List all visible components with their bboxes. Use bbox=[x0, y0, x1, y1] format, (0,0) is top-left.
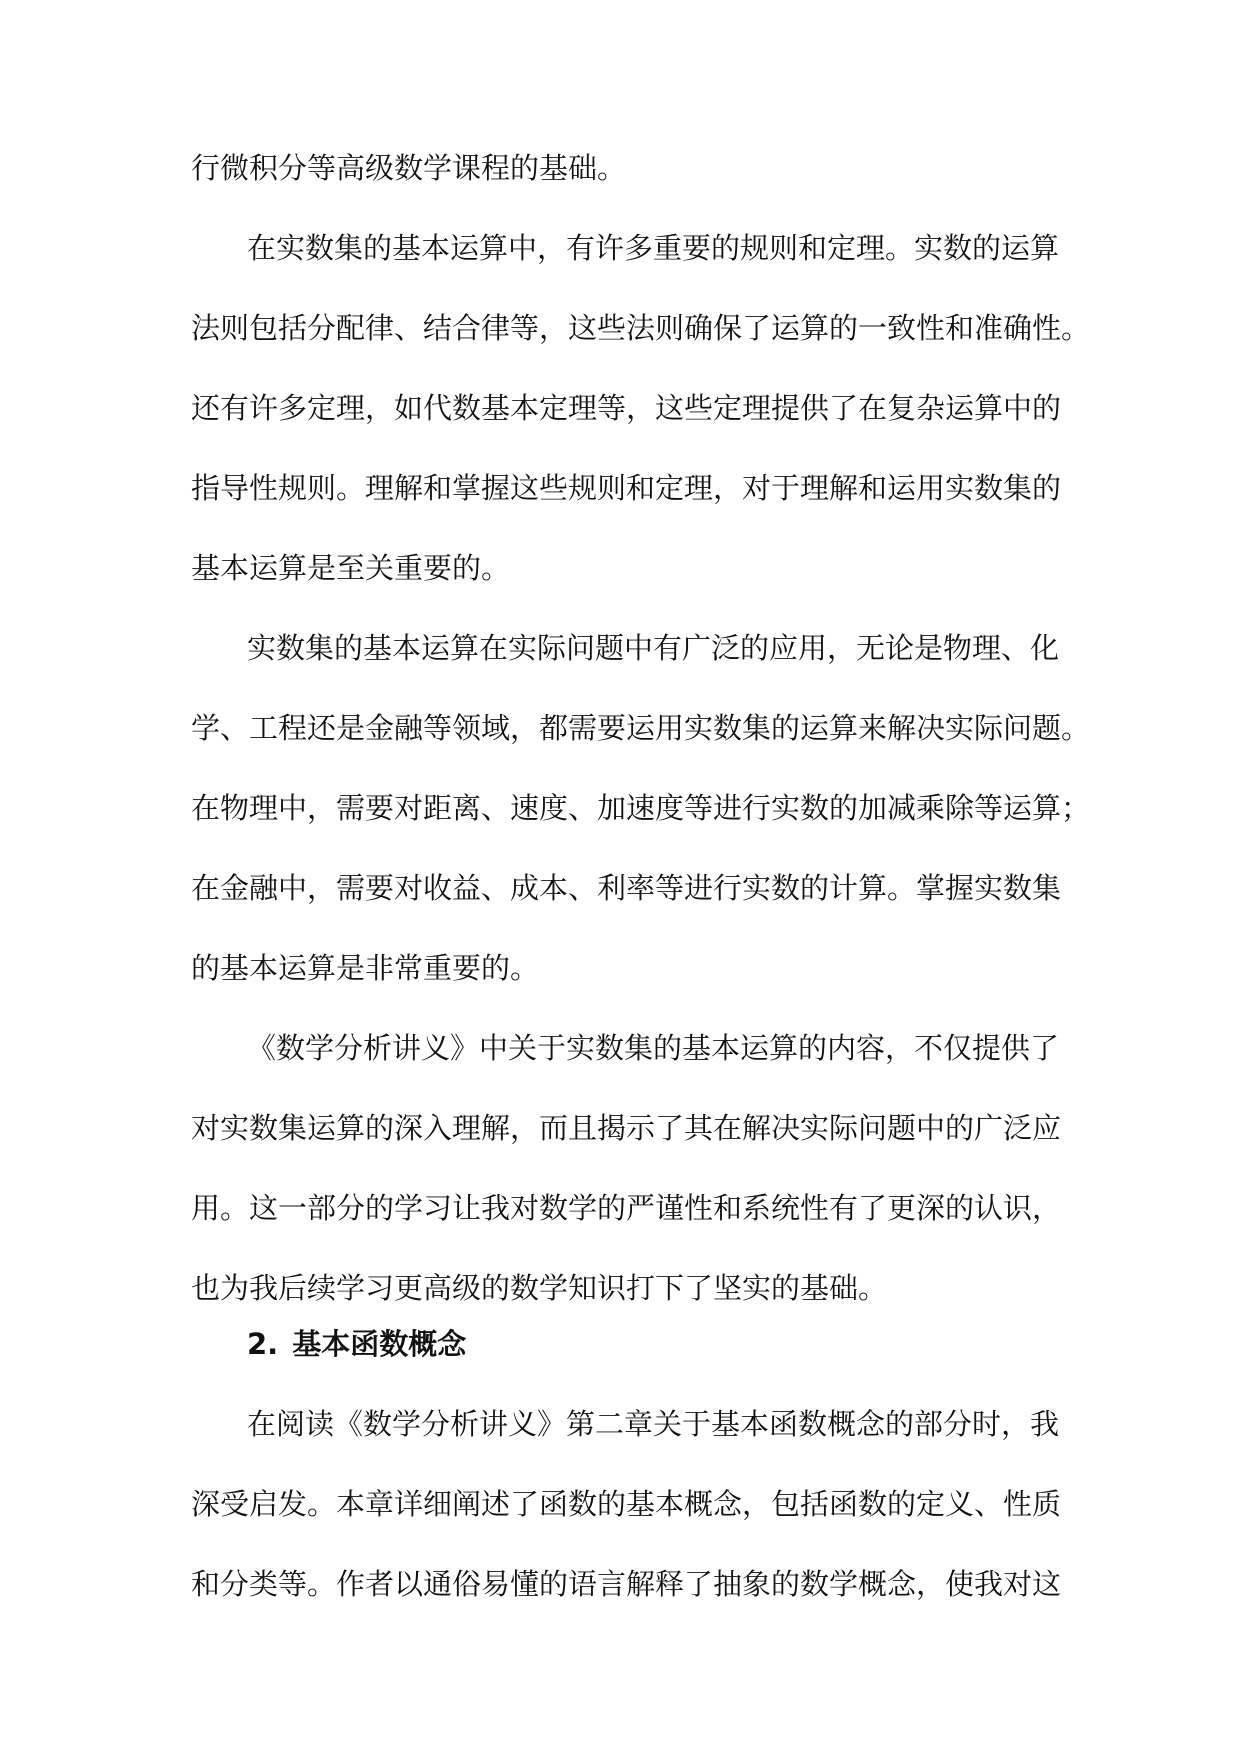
paragraph-2-line-1: 实数集的基本运算在实际问题中有广泛的应用，无论是物理、化 bbox=[247, 631, 1060, 665]
paragraph-4-line-2: 深受启发。本章详细阐述了函数的基本概念，包括函数的定义、性质 bbox=[191, 1487, 1062, 1521]
paragraph-1-line-2: 法则包括分配律、结合律等，这些法则确保了运算的一致性和准确性。 bbox=[191, 311, 1091, 345]
paragraph-3-line-1: 《数学分析讲义》中关于实数集的基本运算的内容，不仅提供了 bbox=[247, 1031, 1060, 1065]
paragraph-2-line-3: 在物理中，需要对距离、速度、加速度等进行实数的加减乘除等运算； bbox=[191, 791, 1091, 825]
paragraph-3-line-2: 对实数集运算的深入理解，而且揭示了其在解决实际问题中的广泛应 bbox=[191, 1111, 1062, 1145]
paragraph-1-line-3: 还有许多定理，如代数基本定理等，这些定理提供了在复杂运算中的 bbox=[191, 391, 1062, 425]
paragraph-1-line-4: 指导性规则。理解和掌握这些规则和定理，对于理解和运用实数集的 bbox=[191, 471, 1062, 505]
paragraph-1-line-5: 基本运算是至关重要的。 bbox=[191, 551, 511, 585]
paragraph-4-line-3: 和分类等。作者以通俗易懂的语言解释了抽象的数学概念，使我对这 bbox=[191, 1567, 1062, 1601]
paragraph-4-line-1: 在阅读《数学分析讲义》第二章关于基本函数概念的部分时，我 bbox=[247, 1407, 1060, 1441]
paragraph-2-line-5: 的基本运算是非常重要的。 bbox=[191, 951, 540, 985]
paragraph-2-line-2: 学、工程还是金融等领域，都需要运用实数集的运算来解决实际问题。 bbox=[191, 711, 1091, 745]
section-title: 基本函数概念 bbox=[292, 1327, 467, 1361]
paragraph-3-line-4: 也为我后续学习更高级的数学知识打下了坚实的基础。 bbox=[191, 1271, 888, 1305]
section-heading bbox=[247, 1324, 466, 1364]
section-number: 2. bbox=[247, 1327, 279, 1361]
paragraph-1-line-1: 在实数集的基本运算中，有许多重要的规则和定理。实数的运算 bbox=[247, 231, 1060, 265]
paragraph-0-line-1: 行微积分等高级数学课程的基础。 bbox=[191, 151, 627, 185]
paragraph-3-line-3: 用。这一部分的学习让我对数学的严谨性和系统性有了更深的认识， bbox=[191, 1191, 1062, 1225]
paragraph-2-line-4: 在金融中，需要对收益、成本、利率等进行实数的计算。掌握实数集 bbox=[191, 871, 1062, 905]
